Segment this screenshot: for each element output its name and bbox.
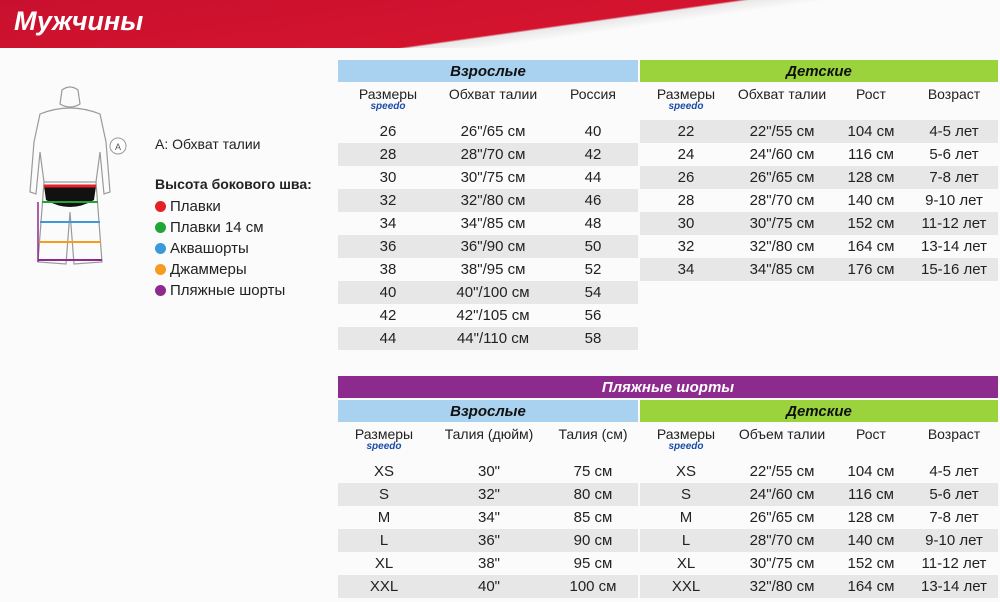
column-header-label: Размеры [656,426,716,442]
kids-table-title: Детские [640,60,998,82]
table-cell: 32"/80 см [749,238,815,255]
adult-size-table [338,60,638,350]
color-dot-icon [155,264,166,275]
table-cell: XS [373,463,394,480]
legend-item [155,259,312,280]
table-cell: 50 [584,238,602,255]
table-cell: 24"/60 см [749,486,815,503]
column-header-label: Рост [856,86,886,102]
table-cell: M [377,509,391,526]
legend-item-label: Аквашорты [170,240,249,257]
column-header [832,82,910,120]
table-cell: 152 см [847,215,895,232]
table-cell: XL [374,555,394,572]
column-header-label: Рост [856,426,886,442]
table-cell: 32"/80 см [749,578,815,595]
title-bar [0,0,1000,48]
column-header-label: Возраст [927,426,981,442]
table-cell: 152 см [847,555,895,572]
table-row [640,506,998,529]
table-row [338,281,638,304]
column-header [438,82,548,120]
table-cell: M [679,509,693,526]
table-cell: XL [676,555,696,572]
table-row [338,143,638,166]
column-header [832,422,910,460]
table-cell: 128 см [847,509,895,526]
table-cell: 13-14 лет [921,578,987,595]
table-cell: 54 [584,284,602,301]
table-cell: 100 см [569,578,617,595]
table-cell: 116 см [848,486,894,503]
table-cell: 30 [677,215,695,232]
table-row [640,189,998,212]
table-cell: 36" [477,532,500,549]
column-header [640,422,732,460]
table-cell: 22"/55 см [749,123,815,140]
table-cell: 26"/65 см [749,509,815,526]
table-cell: 56 [584,307,602,324]
table-cell: 28"/70 см [460,146,526,163]
table-cell: 44 [584,169,602,186]
table-cell: 30"/75 см [749,555,815,572]
table-cell: 28 [379,146,397,163]
table-cell: 26"/65 см [749,169,815,186]
column-header-label: Размеры [656,86,716,102]
table-cell: 9-10 лет [925,532,983,549]
table-cell: 38"/95 см [460,261,526,278]
column-header [548,82,638,120]
table-cell: 24 [677,146,695,163]
table-cell: 34"/85 см [460,215,526,232]
table-cell: 9-10 лет [925,192,983,209]
table-cell: 38 [379,261,397,278]
table-cell: 176 см [847,261,895,278]
beach-adult-table [338,400,638,598]
table-cell: 28 [677,192,695,209]
column-header [548,422,638,460]
table-row [640,143,998,166]
table-row [338,212,638,235]
table-row [338,166,638,189]
column-header-label: Размеры [354,426,414,442]
table-cell: 58 [584,330,602,347]
table-cell: 5-6 лет [929,486,979,503]
table-cell: 28"/70 см [749,532,815,549]
table-row [640,552,998,575]
table-row [338,327,638,350]
table-cell: 85 см [573,509,613,526]
table-row [640,212,998,235]
column-header-label: Объем талии [738,426,826,442]
table-cell: XS [675,463,696,480]
table-cell: 95 см [573,555,613,572]
legend [155,136,312,301]
beach-kids-title: Детские [640,400,998,422]
table-row [640,460,998,483]
kids-size-table [640,60,998,281]
table-row [338,189,638,212]
page-title: Мужчины [14,6,144,36]
table-cell: 11-12 лет [921,555,987,572]
column-header [910,422,998,460]
table-cell: 7-8 лет [929,509,979,526]
table-row [640,575,998,598]
column-header-label: Талия (дюйм) [444,426,534,442]
column-header [338,422,430,460]
table-cell: 22 [677,123,695,140]
table-cell: 34" [477,509,500,526]
briefs-shape [44,186,96,207]
table-cell: 30 [379,169,397,186]
table-row [338,506,638,529]
column-header [640,82,732,120]
table-cell: 4-5 лет [929,463,979,480]
beach-shorts-title: Пляжные шорты [338,376,998,398]
table-cell: 34"/85 см [749,261,815,278]
table-row [640,120,998,143]
table-cell: 80 см [573,486,613,503]
table-cell: 46 [584,192,602,209]
table-row [640,483,998,506]
table-row [338,235,638,258]
table-cell: 38" [477,555,500,572]
table-cell: 52 [584,261,602,278]
table-cell: 24"/60 см [749,146,815,163]
table-cell: L [681,532,691,549]
table-row [338,460,638,483]
table-cell: 32" [477,486,500,503]
table-cell: 30"/75 см [460,169,526,186]
color-dot-icon [155,285,166,296]
table-cell: 90 см [573,532,613,549]
speedo-logo: speedo [668,441,704,452]
table-cell: 32 [677,238,695,255]
table-cell: 11-12 лет [921,215,987,232]
table-cell: 32"/80 см [460,192,526,209]
table-cell: 34 [677,261,695,278]
table-cell: 42"/105 см [456,307,530,324]
table-row [338,575,638,598]
svg-text:A: A [114,142,122,152]
table-cell: 26 [379,123,397,140]
table-row [338,258,638,281]
table-row [338,120,638,143]
table-row [640,258,998,281]
legend-item-label: Плавки [170,198,221,215]
table-cell: 44"/110 см [456,330,530,347]
table-row [338,529,638,552]
table-row [640,235,998,258]
legend-item [155,280,312,301]
legend-item-label: Плавки 14 см [170,219,264,236]
table-cell: 164 см [847,238,895,255]
table-cell: 42 [584,146,602,163]
body-figure-icon [10,82,130,282]
table-cell: 40" [477,578,500,595]
speedo-logo: speedo [668,101,704,112]
table-cell: 140 см [847,532,895,549]
table-cell: 28"/70 см [749,192,815,209]
table-row [338,483,638,506]
column-header [732,422,832,460]
table-cell: 128 см [847,169,895,186]
legend-item [155,217,312,238]
table-cell: 104 см [847,123,895,140]
table-cell: 26 [677,169,695,186]
legend-heading: Высота бокового шва: [155,176,312,192]
table-cell: S [680,486,691,503]
table-cell: 30"/75 см [749,215,815,232]
waist-label: A: Обхват талии [155,136,261,152]
column-header-label: Обхват талии [737,86,827,102]
table-cell: 15-16 лет [921,261,987,278]
table-cell: 44 [379,330,397,347]
adult-table-title: Взрослые [338,60,638,82]
beach-shorts-section [338,376,998,398]
beach-kids-table [640,400,998,598]
table-cell: 5-6 лет [929,146,979,163]
speedo-logo: speedo [366,441,402,452]
column-header-label: Размеры [358,86,418,102]
table-cell: 13-14 лет [921,238,987,255]
table-row [338,304,638,327]
table-row [338,552,638,575]
table-cell: 40"/100 см [456,284,530,301]
column-header-label: Россия [570,86,616,102]
column-header [732,82,832,120]
table-cell: S [378,486,389,503]
column-header [910,82,998,120]
legend-item [155,238,312,259]
table-cell: 36"/90 см [460,238,526,255]
table-cell: 40 [379,284,397,301]
table-cell: 116 см [848,146,894,163]
table-cell: 140 см [847,192,895,209]
table-cell: 75 см [573,463,613,480]
table-cell: 164 см [847,578,895,595]
table-cell: 104 см [847,463,895,480]
column-header-label: Обхват талии [448,86,538,102]
table-cell: XXL [369,578,399,595]
table-cell: 36 [379,238,397,255]
table-cell: 34 [379,215,397,232]
table-row [640,529,998,552]
column-header-label: Возраст [927,86,981,102]
column-header-label: Талия (см) [558,426,628,442]
beach-adult-title: Взрослые [338,400,638,422]
table-cell: 7-8 лет [929,169,979,186]
color-dot-icon [155,222,166,233]
table-cell: L [379,532,389,549]
table-cell: 22"/55 см [749,463,815,480]
column-header [430,422,548,460]
color-dot-icon [155,201,166,212]
speedo-logo: speedo [370,101,406,112]
table-cell: 48 [584,215,602,232]
table-cell: 40 [584,123,602,140]
table-cell: 42 [379,307,397,324]
table-cell: 32 [379,192,397,209]
table-cell: XXL [671,578,701,595]
color-dot-icon [155,243,166,254]
table-cell: 4-5 лет [929,123,979,140]
legend-item [155,196,312,217]
legend-item-label: Пляжные шорты [170,282,286,299]
table-cell: 26"/65 см [460,123,526,140]
legend-item-label: Джаммеры [170,261,247,278]
column-header [338,82,438,120]
table-cell: 30" [477,463,500,480]
table-row [640,166,998,189]
